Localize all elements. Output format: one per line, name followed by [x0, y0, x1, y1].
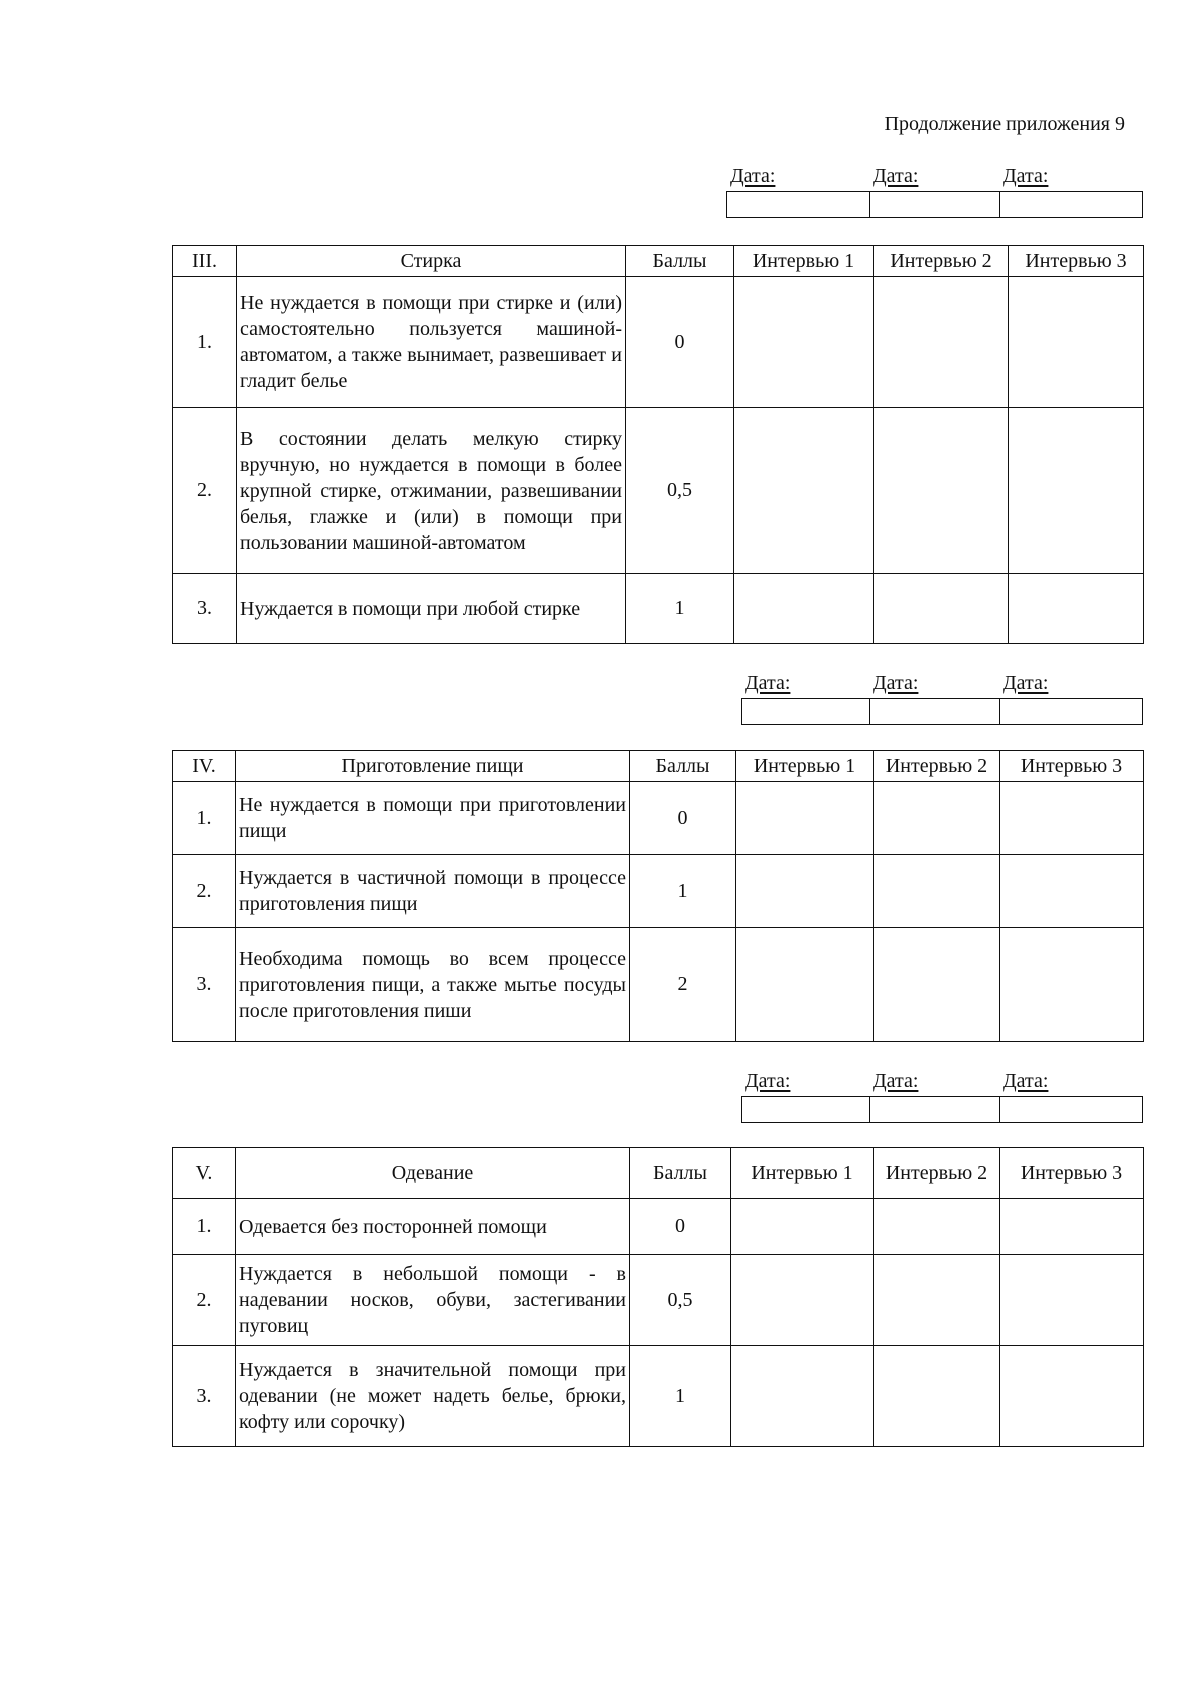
row-description: В состоянии делать мелкую стирку вручную, но нуждается в помощи в более крупной стирке, отжимании, развешивании белья, глажке и (или) в помощи при пользовании машиной-автоматом — [237, 408, 626, 574]
table-header-row — [173, 751, 1144, 782]
date-field-3[interactable] — [1000, 1097, 1142, 1122]
row-description: Не нуждается в помощи при приготовлении пищи — [236, 782, 630, 855]
interview-1-cell[interactable] — [736, 855, 874, 928]
date-label-2: Дата: — [873, 165, 919, 187]
interview-2-cell[interactable] — [874, 1199, 1000, 1255]
row-score: 0,5 — [630, 1255, 731, 1346]
date-label-1: Дата: — [730, 165, 776, 187]
row-score: 1 — [626, 574, 734, 644]
interview-2-cell[interactable] — [874, 277, 1009, 408]
row-number: 3. — [173, 574, 237, 644]
interview-3-cell[interactable] — [1009, 574, 1144, 644]
interview-3-cell[interactable] — [1000, 1346, 1144, 1447]
section-title: Приготовление пищи — [236, 751, 630, 782]
table-row — [173, 408, 1144, 574]
section-numeral: IV. — [173, 751, 236, 782]
date-field-2[interactable] — [870, 1097, 1000, 1122]
interview-2-cell[interactable] — [874, 928, 1000, 1042]
row-description: Нуждается в частичной помощи в процессе приготовления пищи — [236, 855, 630, 928]
date-label-3: Дата: — [1003, 672, 1049, 694]
score-column-header: Баллы — [626, 246, 734, 277]
row-score: 0 — [630, 782, 736, 855]
date-label-1: Дата: — [745, 1070, 791, 1092]
interview-3-header: Интервью 3 — [1009, 246, 1144, 277]
table-row — [173, 855, 1144, 928]
table-header-row — [173, 1148, 1144, 1199]
interview-1-cell[interactable] — [734, 277, 874, 408]
interview-2-header: Интервью 2 — [874, 751, 1000, 782]
interview-3-cell[interactable] — [1000, 1255, 1144, 1346]
interview-3-header: Интервью 3 — [1000, 751, 1144, 782]
date-label-2: Дата: — [873, 672, 919, 694]
score-column-header: Баллы — [630, 751, 736, 782]
table-row — [173, 928, 1144, 1042]
row-score: 0 — [626, 277, 734, 408]
interview-3-header: Интервью 3 — [1000, 1148, 1144, 1199]
table-row — [173, 1346, 1144, 1447]
row-number: 3. — [173, 928, 236, 1042]
table-row — [173, 574, 1144, 644]
interview-2-cell[interactable] — [874, 1346, 1000, 1447]
row-description: Не нуждается в помощи при стирке и (или) самостоятельно пользуется машиной-автоматом, а также вынимает, развешивает и гладит белье — [237, 277, 626, 408]
table-header-row — [173, 246, 1144, 277]
row-number: 2. — [173, 1255, 236, 1346]
interview-3-cell[interactable] — [1000, 782, 1144, 855]
section-title: Одевание — [236, 1148, 630, 1199]
score-column-header: Баллы — [630, 1148, 731, 1199]
section-numeral: V. — [173, 1148, 236, 1199]
date-field-2[interactable] — [870, 699, 1000, 724]
interview-2-header: Интервью 2 — [874, 246, 1009, 277]
interview-3-cell[interactable] — [1009, 408, 1144, 574]
interview-1-header: Интервью 1 — [734, 246, 874, 277]
table-row — [173, 277, 1144, 408]
interview-1-cell[interactable] — [731, 1346, 874, 1447]
interview-1-cell[interactable] — [736, 928, 874, 1042]
row-description: Необходима помощь во всем процессе приготовления пищи, а также мытье посуды после приготовления пиши — [236, 928, 630, 1042]
table-row — [173, 1255, 1144, 1346]
section-numeral: III. — [173, 246, 237, 277]
date-field-1[interactable] — [727, 192, 870, 217]
row-description: Нуждается в небольшой помощи - в надевании носков, обуви, застегивании пуговиц — [236, 1255, 630, 1346]
interview-1-cell[interactable] — [734, 574, 874, 644]
interview-2-cell[interactable] — [874, 408, 1009, 574]
section-table-dressing — [172, 1147, 1144, 1447]
row-number: 2. — [173, 855, 236, 928]
date-field-2[interactable] — [870, 192, 1000, 217]
row-number: 2. — [173, 408, 237, 574]
date-field-3[interactable] — [1000, 699, 1142, 724]
section-table-cooking — [172, 750, 1144, 1042]
date-label-1: Дата: — [745, 672, 791, 694]
row-score: 0,5 — [626, 408, 734, 574]
row-score: 0 — [630, 1199, 731, 1255]
interview-2-header: Интервью 2 — [874, 1148, 1000, 1199]
interview-1-cell[interactable] — [736, 782, 874, 855]
row-number: 1. — [173, 277, 237, 408]
row-score: 1 — [630, 855, 736, 928]
row-description: Нуждается в значительной помощи при одевании (не может надеть белье, брюки, кофту или сорочку) — [236, 1346, 630, 1447]
interview-2-cell[interactable] — [874, 782, 1000, 855]
row-number: 1. — [173, 782, 236, 855]
table-row — [173, 782, 1144, 855]
interview-3-cell[interactable] — [1000, 928, 1144, 1042]
interview-2-cell[interactable] — [874, 1255, 1000, 1346]
date-field-3[interactable] — [1000, 192, 1142, 217]
date-field-1[interactable] — [742, 1097, 870, 1122]
row-number: 3. — [173, 1346, 236, 1447]
section-title: Стирка — [237, 246, 626, 277]
interview-3-cell[interactable] — [1009, 277, 1144, 408]
date-label-3: Дата: — [1003, 165, 1049, 187]
interview-2-cell[interactable] — [874, 574, 1009, 644]
appendix-note: Продолжение приложения 9 — [884, 113, 1125, 135]
row-description: Одевается без посторонней помощи — [236, 1199, 630, 1255]
interview-1-header: Интервью 1 — [736, 751, 874, 782]
interview-1-header: Интервью 1 — [731, 1148, 874, 1199]
section-table-laundry — [172, 245, 1144, 644]
date-field-1[interactable] — [742, 699, 870, 724]
date-label-2: Дата: — [873, 1070, 919, 1092]
interview-3-cell[interactable] — [1000, 855, 1144, 928]
date-block-section-4 — [741, 672, 1143, 725]
date-block-section-3 — [726, 165, 1143, 218]
row-score: 2 — [630, 928, 736, 1042]
interview-1-cell[interactable] — [731, 1255, 874, 1346]
row-number: 1. — [173, 1199, 236, 1255]
interview-3-cell[interactable] — [1000, 1199, 1144, 1255]
interview-1-cell[interactable] — [731, 1199, 874, 1255]
table-row — [173, 1199, 1144, 1255]
interview-2-cell[interactable] — [874, 855, 1000, 928]
interview-1-cell[interactable] — [734, 408, 874, 574]
row-description: Нуждается в помощи при любой стирке — [237, 574, 626, 644]
date-label-3: Дата: — [1003, 1070, 1049, 1092]
date-block-section-5 — [741, 1070, 1143, 1123]
row-score: 1 — [630, 1346, 731, 1447]
